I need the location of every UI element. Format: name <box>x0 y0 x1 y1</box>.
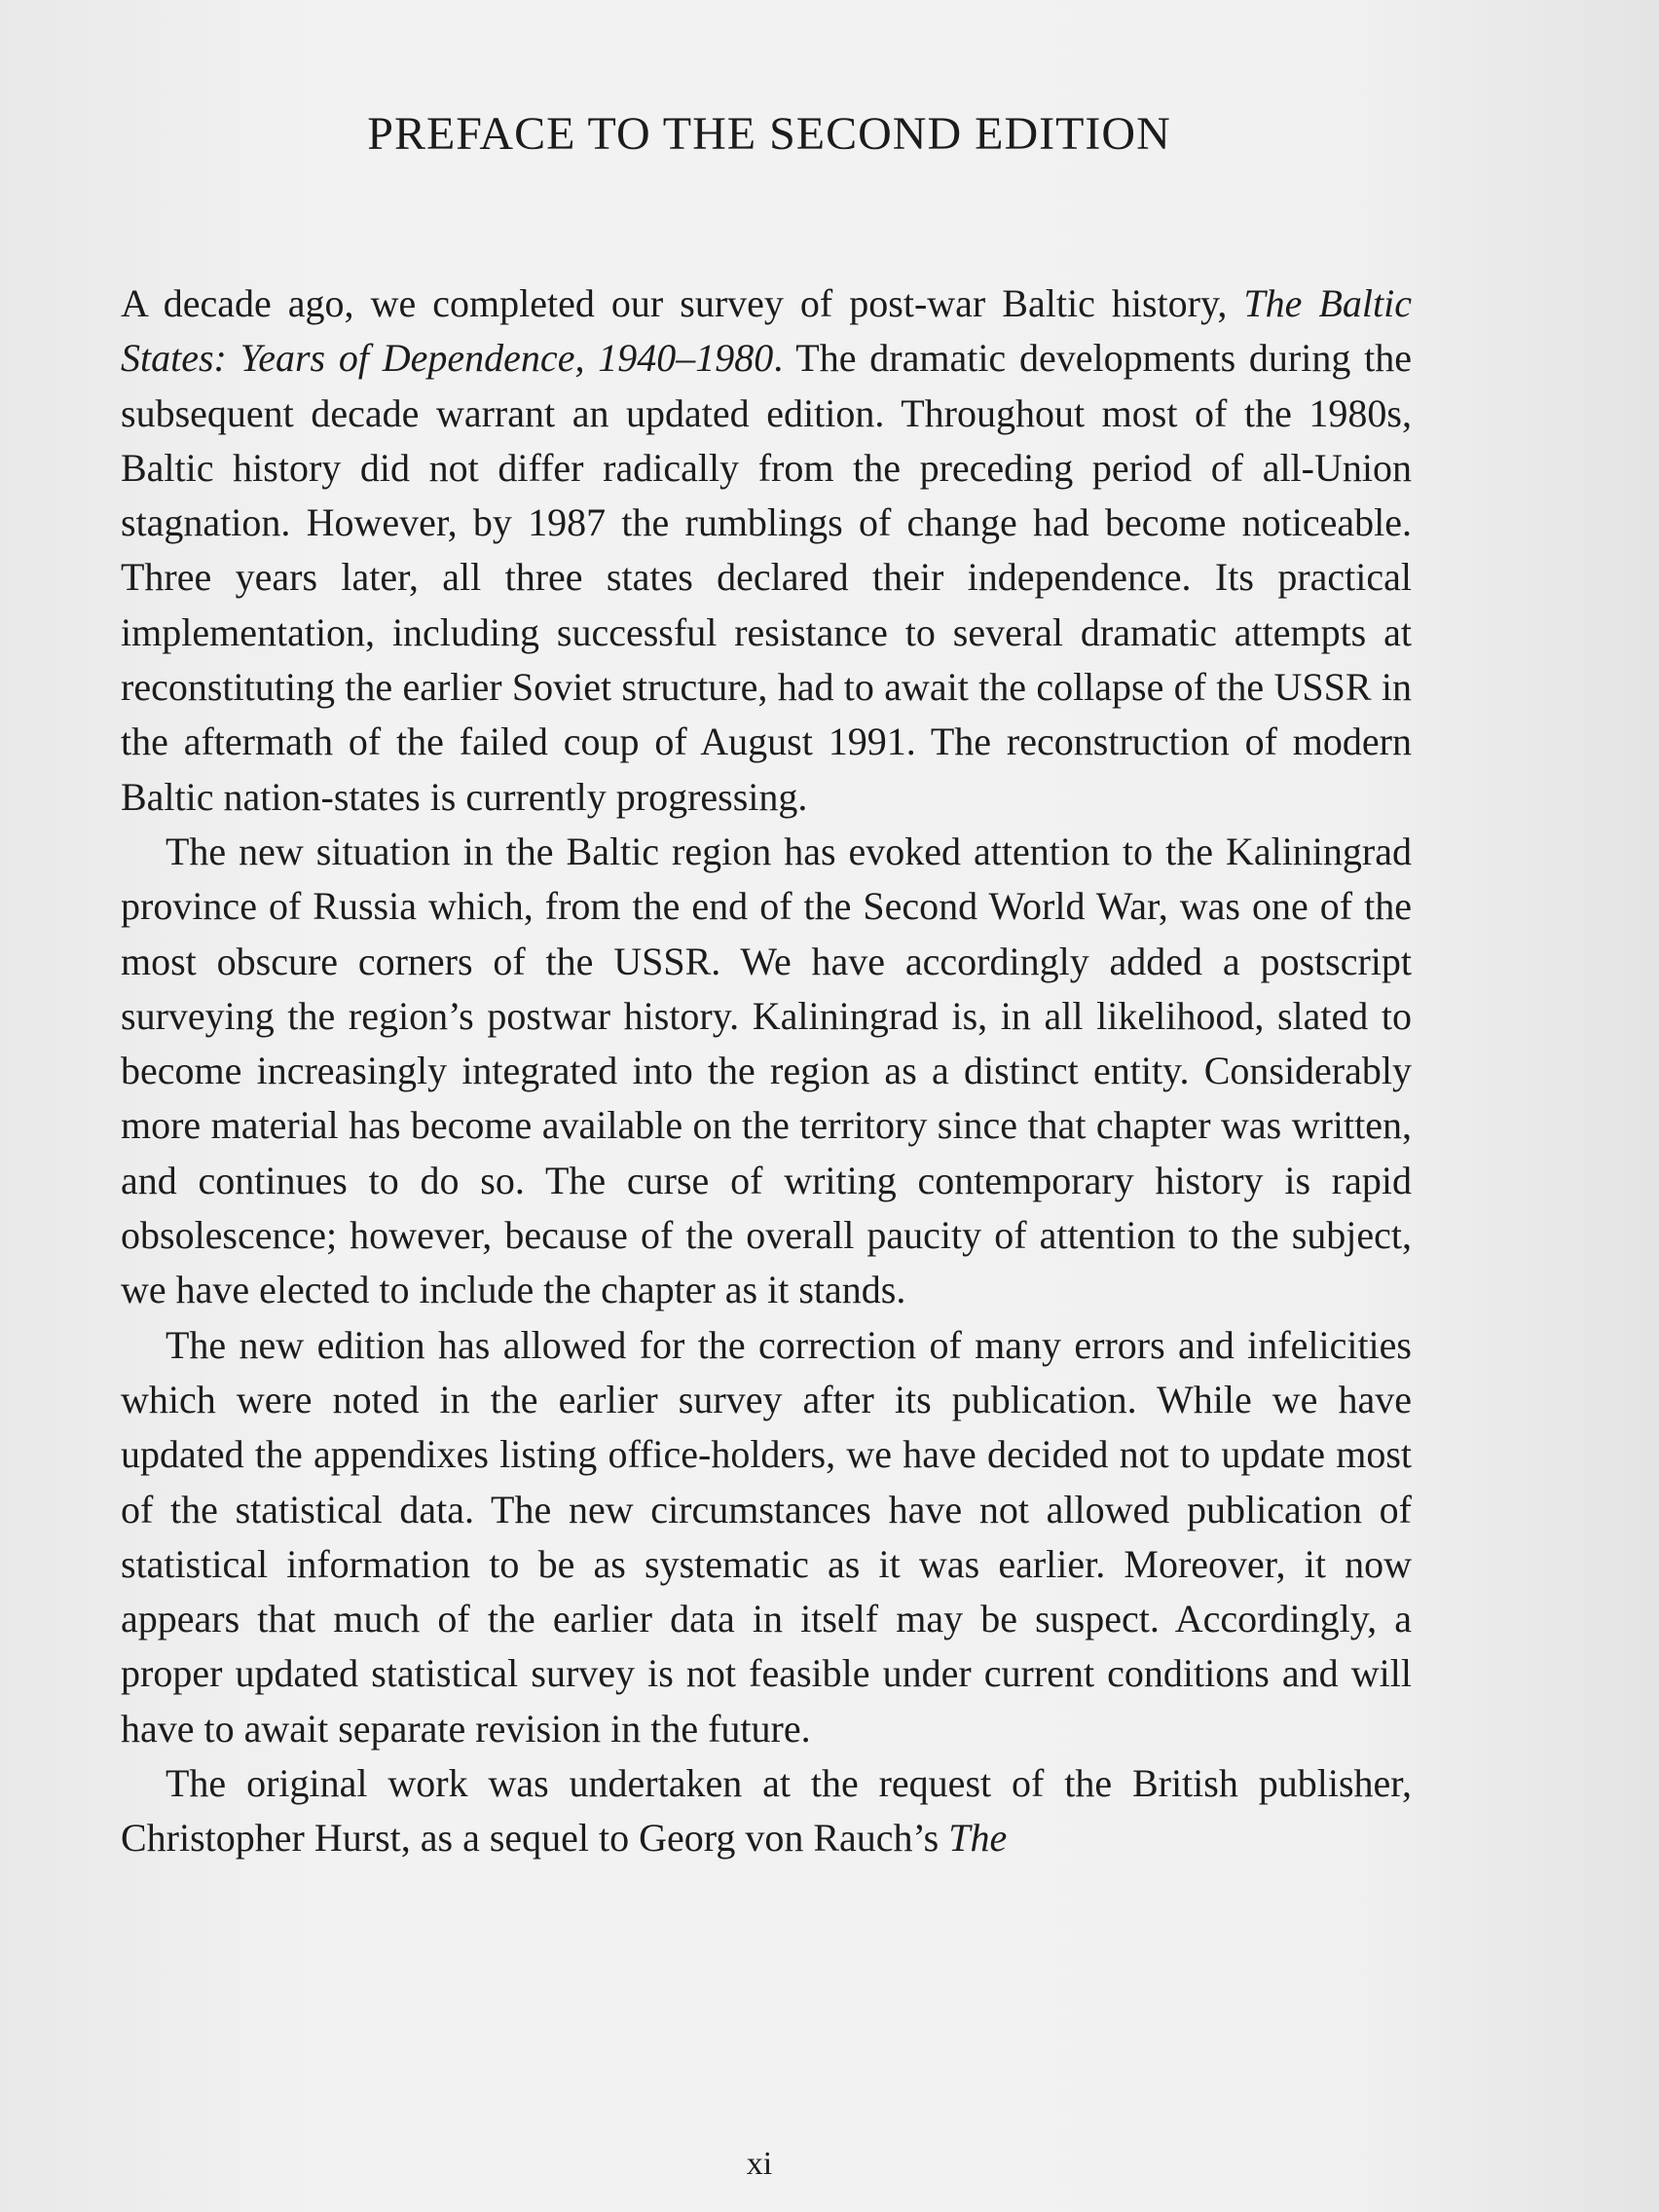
paragraph-3 <box>121 1318 1412 1756</box>
paragraph-text: A decade ago, we completed our survey of post-war Baltic history, <box>121 281 1244 325</box>
page-title: PREFACE TO THE SECOND EDITION <box>367 108 1171 160</box>
paragraph-text: The original work was undertaken at the request of the British publisher, Christopher Hurst, as a sequel to Georg von Rauch’s <box>121 1761 1412 1861</box>
page-number: xi <box>746 2146 773 2182</box>
paragraph-text: . The dramatic developments during the subsequent decade warrant an updated edition. Throughout most of the 1980s, Baltic history did not differ radically from the preceding period of all-Union stagnation. However, by 1987 the rumblings of change had become noticeable. Three years later, all three states declared their independence. Its practical implementation, including successful resistance to several dramatic attempts at reconstituting the earlier Soviet structure, had to await the collapse of the USSR in the aftermath of the failed coup of August 1991. The reconstruction of modern Baltic nation-states is currently progressing. <box>121 336 1412 819</box>
book-title-italic: The <box>948 1816 1008 1861</box>
book-title-italic: The Baltic States: Years of Dependence, 1940–1980 <box>121 281 1412 381</box>
preface-body <box>121 276 1412 1866</box>
paragraph-4 <box>121 1756 1412 1866</box>
paragraph-text: The new situation in the Baltic region has evoked attention to the Kaliningrad province of Russia which, from the end of the Second World War, was one of the most obscure corners of the USSR. We have accordingly added a postscript surveying the region’s postwar history. Kaliningrad is, in all likelihood, slated to become increasingly integrated into the region as a distinct entity. Considerably more material has become available on the territory since that chapter was written, and continues to do so. The curse of writing contemporary history is rapid obsolescence; however, because of the overall paucity of attention to the subject, we have elected to include the chapter as it stands. <box>121 829 1412 1312</box>
paragraph-1 <box>121 276 1412 825</box>
paragraph-text: The new edition has allowed for the correction of many errors and infelicities which were noted in the earlier survey after its publication. While we have updated the appendixes listing office-holders, we have decided not to update most of the statistical data. The new circumstances have not allowed publication of statistical information to be as systematic as it was earlier. Moreover, it now appears that much of the earlier data in itself may be suspect. Accordingly, a proper updated statistical survey is not feasible under current conditions and will have to await separate revision in the future. <box>121 1322 1412 1751</box>
paragraph-2 <box>121 825 1412 1318</box>
